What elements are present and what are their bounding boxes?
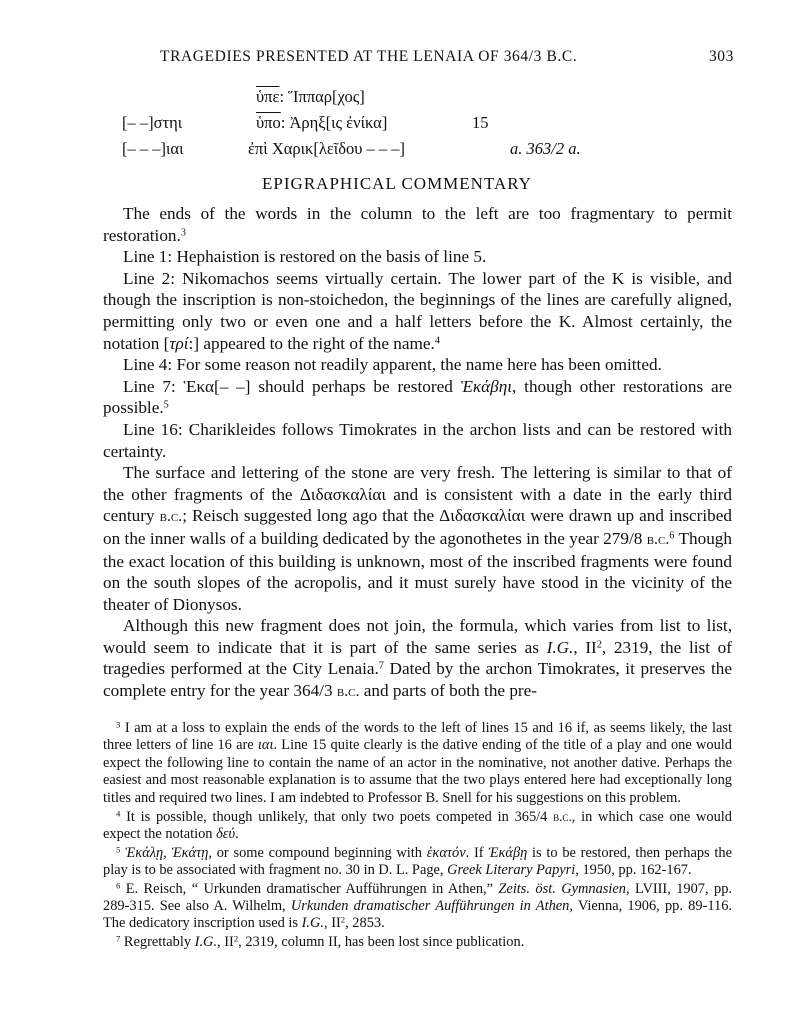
inscription-row-3	[248, 139, 405, 159]
footnote-ref: 6	[669, 530, 675, 542]
running-title: TRAGEDIES PRESENTED AT THE LENAIA OF 364/3 B.C.	[160, 48, 578, 65]
footnote-6: $^6$ E. Reisch, “ Urkunden dramatischer Aufführungen in Athen,” Zeits. öst. Gymnasien, LVIII, 1907, pp. 289-315. See also A. Wilhelm, Urkunden dramatischer Aufführungen in Athen, Vienna, 1906, pp. 89-116. The dedicatory inscription used is I.G., $II^2$, 2853.	[103, 879, 732, 932]
inscription-row-3-left: [– – –]ιαι	[122, 139, 184, 158]
paragraph: Line 2: Nikomachos seems virtually certain. The lower part of the K is visible, and though the inscription is non-stoichedon, the beginnings of the lines are carefully aligned, permitting only two or even one and a half letters before the K. Almost certainly, the notation [τρί:] appeared to the right of the name.$^4$	[103, 268, 732, 353]
footnote-ref: 3	[180, 226, 186, 238]
paragraph: Line 4: For some reason not readily apparent, the name here has been omitted.	[123, 355, 662, 375]
inscription-abbr: $\overline{ὑ\pi\varepsilon}$	[256, 87, 280, 106]
paragraph: Although this new fragment does not join, the formula, which varies from list to list, would seem to indicate that it is part of the same series as I.G., $II^2$, 2319, the list of tragedies performed at the City Lenaia.$^7$ Dated by the archon Timokrates, it preserves the complete entry for the year 364/3 b.c. and parts of both the pre-	[103, 616, 732, 701]
commentary-body	[103, 203, 732, 703]
footnote-5: $^5$ Ἑκάλῃ, Ἑκάτῃ, or some compound beginning with ἑκατόν. If Ἑκάβῃ is to be restored, then perhaps the play is to be associated with fragment no. 30 in D. L. Page, Greek Literary Papyri, 1950, pp. 162-167.	[103, 844, 732, 879]
inscription-row-2	[256, 113, 387, 133]
paragraph: Line 16: Charikleides follows Timokrates in the archon lists and can be restored with certainty.	[103, 419, 732, 461]
running-header	[160, 48, 734, 72]
inscription-row-2-left: [– –]στηι	[122, 113, 183, 132]
footnote-ref: 4	[434, 334, 440, 346]
inscription-row-1	[256, 87, 365, 107]
footnote-ref: 7	[378, 660, 384, 672]
inscription-date: a. 363/2 a.	[510, 139, 581, 158]
inscription-name: : Ἵππαρ[χος]	[279, 87, 365, 106]
footnote-7: $^7$ Regrettably I.G., $II^2$, 2319, column II, has been lost since publication.	[116, 933, 525, 950]
inscription-abbr: $\overline{ὑ\pi o}$	[256, 113, 281, 132]
paragraph: The ends of the words in the column to the left are too fragmentary to permit restoration.$^3$	[103, 204, 732, 245]
footnote-4: $^4$ It is possible, though unlikely, that only two poets competed in 365/4 b.c., in which case one would expect the notation δεύ.	[103, 808, 733, 843]
inscription-name: : Ἀρηξ[ις ἐνίκα]	[280, 113, 388, 132]
paragraph: Line 1: Hephaistion is restored on the basis of line 5.	[123, 247, 487, 267]
page-number: 303	[708, 48, 734, 65]
inscription-line-number: 15	[472, 113, 489, 132]
footnote-ref: 5	[163, 399, 169, 411]
inscription-abbr: ἐπὶ	[248, 139, 268, 158]
footnote-3: $^3$ I am at a loss to explain the ends of the words to the left of lines 15 and 16 if, as seems likely, the last three letters of line 16 are ιαι. Line 15 quite clearly is the dative ending of the title of a play and one would expect the following line to contain the name of an actor in the nominative, not another dative. Perhaps the easiest and most reasonable explanation is to assume that the two plays entered here had exceptionally long titles and required two lines. I am indebted to Professor B. Snell for his suggestions on this problem.	[103, 719, 732, 806]
footnotes	[103, 720, 732, 951]
paragraph: Line 7: Ἑκα[– –] should perhaps be restored Ἑκάβηι, though other restorations are possible.$^5$	[103, 376, 732, 418]
paragraph: The surface and lettering of the stone are very fresh. The lettering is similar to that of the other fragments of the Διδασκαλίαι and is consistent with a date in the early third century b.c.; Reisch suggested long ago that the Διδασκαλίαι were drawn up and inscribed on the inner walls of a building dedicated by the agonothetes in the year 279/8 b.c.$^6$ Though the exact location of this building is unknown, most of the inscribed fragments were found on the south slopes of the acropolis, and it must surely have stood in the vicinity of the theater of Dionysos.	[103, 463, 732, 614]
section-heading: EPIGRAPHICAL COMMENTARY	[262, 174, 532, 193]
inscription-name: Χαρικ[λεῖδου – – –]	[267, 139, 406, 158]
